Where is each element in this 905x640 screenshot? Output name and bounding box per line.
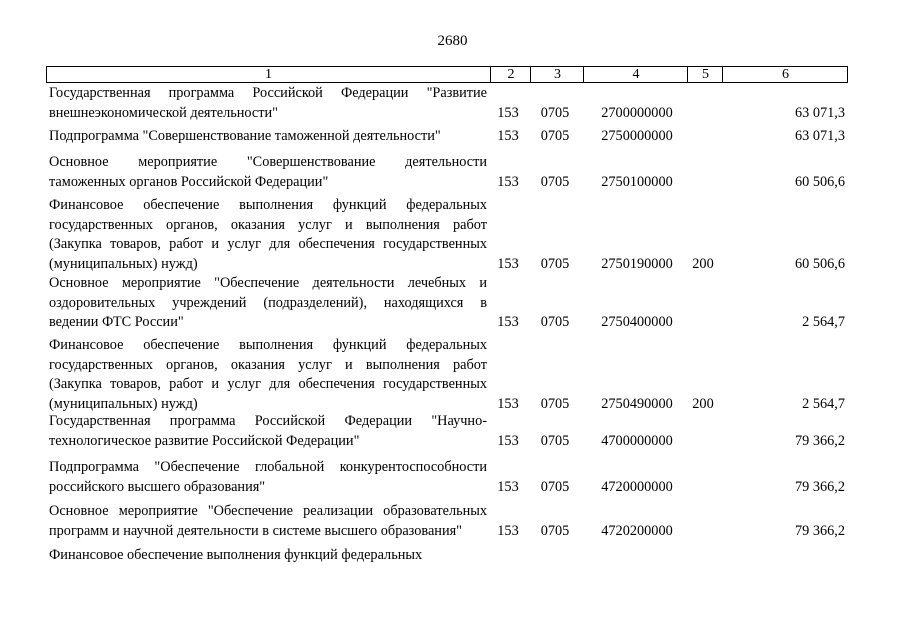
column-header-2: 2 bbox=[490, 67, 531, 82]
row-name-line: Финансовое обеспечение выполнения функций федеральных bbox=[49, 547, 423, 563]
cell-c6: 2 564,7 bbox=[802, 395, 845, 412]
row-name-line: Основное мероприятие "Совершенствование деятельности bbox=[49, 154, 487, 170]
table-header bbox=[46, 66, 848, 83]
row-name-line: Государственная программа Российской Федерации "Научно- bbox=[49, 413, 487, 429]
column-header-5: 5 bbox=[687, 67, 723, 82]
row-name-line: (муниципальных) нужд) bbox=[49, 255, 198, 272]
row-name-line: (Закупка товаров, работ и услуг для обеспечения государственных bbox=[49, 236, 487, 252]
cell-c2: 153 bbox=[497, 128, 519, 144]
cell-c6: 79 366,2 bbox=[794, 522, 845, 539]
cell-c6: 60 506,6 bbox=[794, 255, 845, 272]
row-name-line: программ и научной деятельности в системе высшего образования" bbox=[49, 522, 463, 539]
column-header-6: 6 bbox=[722, 67, 848, 82]
row-name bbox=[49, 412, 487, 451]
cell-c3: 0705 bbox=[540, 395, 570, 412]
cell-c6: 79 366,2 bbox=[794, 432, 845, 449]
row-name-line: государственных органов, оказания услуг и выполнения работ bbox=[49, 356, 487, 373]
row-name bbox=[49, 84, 487, 123]
cell-c6: 63 071,3 bbox=[794, 104, 845, 121]
cell-c3: 0705 bbox=[540, 128, 570, 144]
row-name-line: Государственная программа Российской Федерации "Развитие bbox=[49, 85, 487, 101]
cell-c2: 153 bbox=[497, 432, 519, 449]
cell-c6: 60 506,6 bbox=[794, 173, 845, 190]
row-name-line: Подпрограмма "Совершенствование таможенной деятельности" bbox=[49, 128, 441, 144]
cell-c3: 0705 bbox=[540, 104, 570, 121]
cell-c3: 0705 bbox=[540, 522, 570, 539]
row-name-line: Основное мероприятие "Обеспечение реализации образовательных bbox=[49, 503, 487, 519]
row-name bbox=[49, 274, 487, 333]
cell-c4: 2750400000 bbox=[601, 314, 673, 330]
cell-c3: 0705 bbox=[540, 314, 570, 330]
row-name bbox=[49, 502, 487, 541]
row-name-line: ведении ФТС России" bbox=[49, 314, 184, 330]
row-name bbox=[49, 153, 487, 192]
cell-c6: 79 366,2 bbox=[794, 478, 845, 495]
cell-c4: 4720200000 bbox=[601, 522, 673, 539]
cell-c4: 2750490000 bbox=[601, 395, 673, 412]
row-name-line: технологическое развитие Российской Федерации" bbox=[49, 432, 360, 449]
cell-c2: 153 bbox=[497, 522, 519, 539]
row-name-line: Основное мероприятие "Обеспечение деятельности лечебных и bbox=[49, 275, 487, 291]
column-header-4: 4 bbox=[583, 67, 688, 82]
cell-c4: 2750190000 bbox=[601, 255, 673, 272]
row-name bbox=[49, 127, 487, 147]
cell-c2: 153 bbox=[497, 173, 519, 190]
column-header-1: 1 bbox=[265, 67, 272, 82]
cell-c3: 0705 bbox=[540, 173, 570, 190]
row-name-line: внешнеэкономической деятельности" bbox=[49, 104, 278, 121]
row-name-line: Финансовое обеспечение выполнения функций федеральных bbox=[49, 337, 487, 353]
cell-c4: 4700000000 bbox=[601, 432, 673, 449]
cell-c2: 153 bbox=[497, 478, 519, 495]
cell-c5: 200 bbox=[692, 255, 714, 272]
row-name-line: (Закупка товаров, работ и услуг для обеспечения государственных bbox=[49, 376, 487, 392]
row-name-line: государственных органов, оказания услуг и выполнения работ bbox=[49, 216, 487, 233]
cell-c4: 4720000000 bbox=[601, 478, 673, 495]
cell-c2: 153 bbox=[497, 104, 519, 121]
row-name-line: таможенных органов Российской Федерации" bbox=[49, 173, 329, 190]
row-name-line: российского высшего образования" bbox=[49, 478, 266, 495]
cell-c4: 2750000000 bbox=[601, 128, 673, 144]
row-name-line: Подпрограмма "Обеспечение глобальной конкурентоспособности bbox=[49, 459, 487, 475]
cell-c5: 200 bbox=[692, 395, 714, 412]
cell-c2: 153 bbox=[497, 255, 519, 272]
cell-c4: 2750100000 bbox=[601, 173, 673, 190]
cell-c4: 2700000000 bbox=[601, 104, 673, 121]
cell-c3: 0705 bbox=[540, 478, 570, 495]
column-header-3: 3 bbox=[530, 67, 584, 82]
row-name-line: оздоровительных учреждений (подразделений), находящихся в bbox=[49, 294, 487, 311]
row-name bbox=[49, 546, 487, 566]
cell-c2: 153 bbox=[497, 395, 519, 412]
cell-c6: 63 071,3 bbox=[794, 128, 845, 144]
row-name bbox=[49, 336, 487, 414]
cell-c3: 0705 bbox=[540, 432, 570, 449]
row-name bbox=[49, 196, 487, 274]
row-name-line: Финансовое обеспечение выполнения функций федеральных bbox=[49, 197, 487, 213]
cell-c6: 2 564,7 bbox=[802, 314, 845, 330]
row-name-line: (муниципальных) нужд) bbox=[49, 395, 198, 412]
page-number: 2680 bbox=[437, 33, 468, 49]
cell-c2: 153 bbox=[497, 314, 519, 330]
cell-c3: 0705 bbox=[540, 255, 570, 272]
row-name bbox=[49, 458, 487, 497]
